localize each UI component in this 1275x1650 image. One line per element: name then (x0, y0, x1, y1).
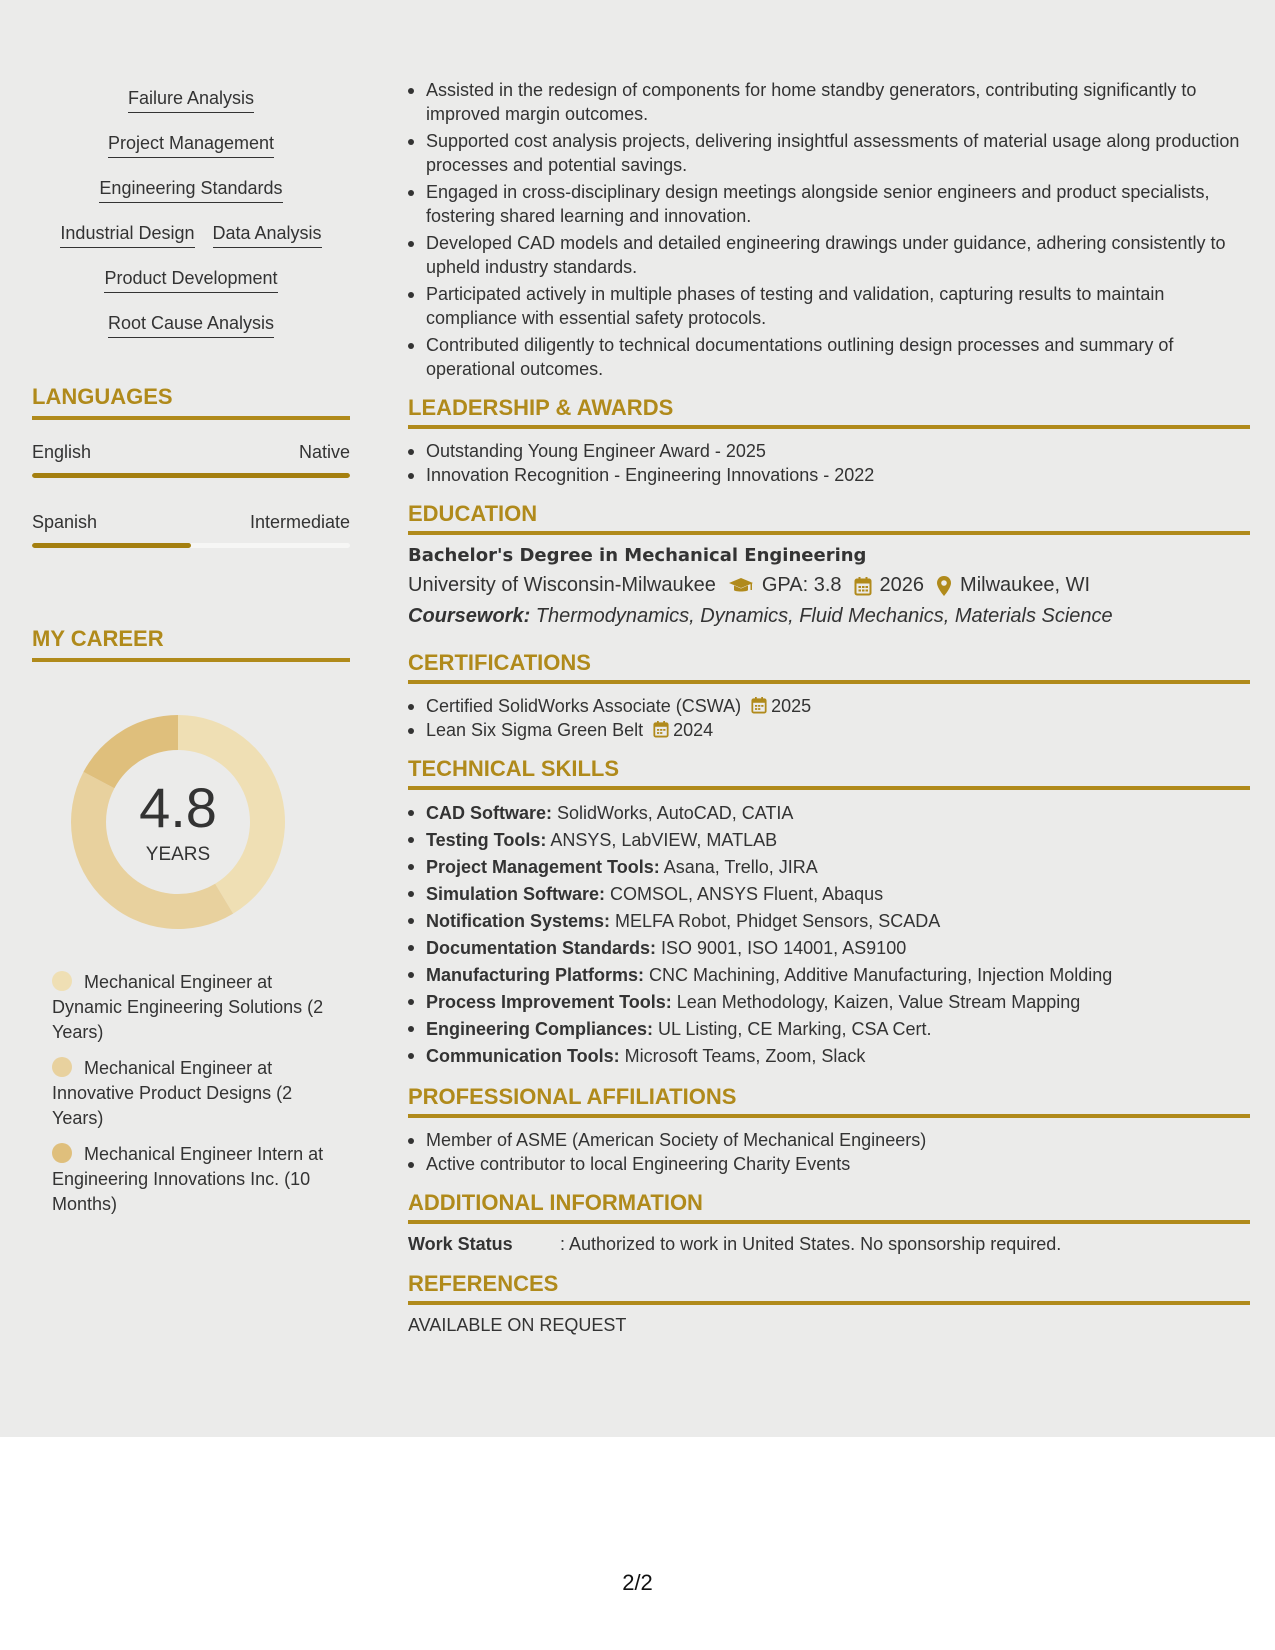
certification-year: 2024 (673, 720, 714, 740)
degree-title: Bachelor's Degree in Mechanical Engineering (408, 545, 867, 566)
references-heading: REFERENCES (408, 1271, 1250, 1305)
certification-item (408, 718, 1250, 742)
tech-skill-label: Engineering Compliances: (426, 1019, 654, 1039)
language-name: Spanish (32, 512, 98, 532)
language-bar-fill (32, 473, 350, 478)
tech-skill-label: Communication Tools: (426, 1046, 620, 1066)
tech-skill-value: ISO 9001, ISO 14001, AS9100 (656, 938, 907, 958)
language-level: Intermediate (249, 512, 350, 532)
skill-row (32, 131, 350, 176)
coursework (408, 605, 1250, 628)
tech-skill-label: Notification Systems: (426, 911, 611, 931)
experience-bullets (408, 78, 1250, 381)
leadership-list (408, 439, 1250, 487)
location-pin-icon (936, 575, 952, 597)
work-status-value: : Authorized to work in United States. No sponsorship required. (560, 1234, 1062, 1254)
tech-skill-value: Asana, Trello, JIRA (659, 857, 818, 877)
tech-skill-item (408, 881, 1250, 908)
education-heading: EDUCATION (408, 501, 1250, 535)
skill-tag: Failure Analysis (128, 86, 254, 113)
tech-skill-value: SolidWorks, AutoCAD, CATIA (552, 803, 794, 823)
gpa: GPA: 3.8 (761, 574, 842, 596)
tech-skill-value: Microsoft Teams, Zoom, Slack (619, 1046, 866, 1066)
career-total-years: 4.8 (139, 776, 217, 839)
calendar-icon (854, 576, 872, 596)
work-status-row (408, 1234, 1250, 1255)
languages-heading: LANGUAGES (32, 384, 350, 420)
school-name: University of Wisconsin-Milwaukee (408, 574, 716, 596)
skill-tag: Project Management (108, 131, 274, 158)
language-bar (32, 543, 350, 548)
language-bar (32, 473, 350, 478)
certification-name: Certified SolidWorks Associate (CSWA) (426, 696, 742, 716)
certification-item (408, 694, 1250, 718)
tech-skill-item (408, 962, 1250, 989)
career-donut-chart (66, 710, 290, 934)
career-legend-item (52, 970, 332, 1045)
legend-dot (52, 971, 72, 991)
additional-info-heading: ADDITIONAL INFORMATION (408, 1190, 1250, 1224)
technical-skills-heading: TECHNICAL SKILLS (408, 756, 1250, 790)
tech-skill-label: Testing Tools: (426, 830, 547, 850)
skill-tag: Industrial Design (60, 221, 194, 248)
right-column (408, 78, 1250, 1336)
tech-skill-item (408, 908, 1250, 935)
career-role: Mechanical Engineer at Innovative Product Designs (2 Years) (52, 1058, 293, 1128)
certifications-list (408, 694, 1250, 742)
experience-bullet: Engaged in cross-disciplinary design meetings alongside senior engineers and product specialists, fostering shared learning and innovation. (408, 180, 1250, 228)
affiliation-item: Active contributor to local Engineering Charity Events (408, 1152, 1250, 1176)
tech-skill-label: CAD Software: (426, 803, 553, 823)
graduation-year: 2026 (879, 574, 925, 596)
graduation-cap-icon (728, 576, 754, 596)
coursework-label: Coursework: (408, 605, 531, 627)
calendar-icon (751, 696, 767, 714)
affiliation-item: Member of ASME (American Society of Mechanical Engineers) (408, 1128, 1250, 1152)
skill-row (32, 266, 350, 311)
legend-dot (52, 1057, 72, 1077)
experience-bullet: Supported cost analysis projects, delivering insightful assessments of material usage along production processes and potential savings. (408, 129, 1250, 177)
skill-tag: Data Analysis (213, 221, 322, 248)
experience-bullet: Developed CAD models and detailed engineering drawings under guidance, adhering consistently to upheld industry standards. (408, 231, 1250, 279)
tech-skill-label: Process Improvement Tools: (426, 992, 672, 1012)
skill-row (32, 86, 350, 131)
technical-skills-list (408, 800, 1250, 1070)
tech-skill-item (408, 854, 1250, 881)
tech-skill-label: Project Management Tools: (426, 857, 660, 877)
tech-skill-label: Documentation Standards: (426, 938, 657, 958)
tech-skill-label: Manufacturing Platforms: (426, 965, 645, 985)
language-english (32, 442, 350, 478)
tech-skill-item (408, 935, 1250, 962)
experience-bullet: Contributed diligently to technical documentations outlining design processes and summary of operational outcomes. (408, 333, 1250, 381)
career-heading: MY CAREER (32, 626, 350, 662)
tech-skill-value: COMSOL, ANSYS Fluent, Abaqus (605, 884, 884, 904)
affiliations-heading: PROFESSIONAL AFFILIATIONS (408, 1084, 1250, 1118)
skill-row (32, 311, 350, 356)
certifications-heading: CERTIFICATIONS (408, 650, 1250, 684)
work-status-label: Work Status (408, 1234, 513, 1254)
language-level: Native (298, 442, 350, 462)
references-text: AVAILABLE ON REQUEST (408, 1315, 627, 1335)
tech-skill-value: MELFA Robot, Phidget Sensors, SCADA (610, 911, 941, 931)
tech-skill-item (408, 800, 1250, 827)
career-legend-item (52, 1142, 332, 1217)
coursework-list: Thermodynamics, Dynamics, Fluid Mechanics, Materials Science (530, 605, 1113, 627)
career-legend-item (52, 1056, 332, 1131)
legend-dot (52, 1143, 72, 1163)
tech-skill-value: CNC Machining, Additive Manufacturing, Injection Molding (644, 965, 1113, 985)
career-total-unit: YEARS (145, 844, 211, 865)
school-location: Milwaukee, WI (960, 574, 1091, 596)
career-role: Mechanical Engineer Intern at Engineering Innovations Inc. (10 Months) (52, 1144, 324, 1214)
affiliations-list (408, 1128, 1250, 1176)
tech-skill-item (408, 989, 1250, 1016)
tech-skill-value: UL Listing, CE Marking, CSA Cert. (653, 1019, 932, 1039)
language-name: English (32, 442, 92, 462)
skill-tag: Product Development (104, 266, 277, 293)
award-item: Innovation Recognition - Engineering Innovations - 2022 (408, 463, 1250, 487)
tech-skill-value: Lean Methodology, Kaizen, Value Stream Mapping (671, 992, 1081, 1012)
skills-list (32, 86, 350, 356)
calendar-icon (653, 720, 669, 738)
tech-skill-label: Simulation Software: (426, 884, 606, 904)
award-item: Outstanding Young Engineer Award - 2025 (408, 439, 1250, 463)
tech-skill-value: ANSYS, LabVIEW, MATLAB (546, 830, 778, 850)
skill-row (32, 176, 350, 221)
education-details (408, 574, 1250, 597)
language-bar-fill (32, 543, 191, 548)
career-role: Mechanical Engineer at Dynamic Engineering Solutions (2 Years) (52, 972, 324, 1042)
page-number: 2/2 (622, 1570, 653, 1595)
language-spanish (32, 512, 350, 548)
certification-name: Lean Six Sigma Green Belt (426, 720, 644, 740)
tech-skill-item (408, 1043, 1250, 1070)
experience-bullet: Assisted in the redesign of components for home standby generators, contributing significantly to improved margin outcomes. (408, 78, 1250, 126)
tech-skill-item (408, 1016, 1250, 1043)
certification-year: 2025 (771, 696, 812, 716)
skill-tag: Root Cause Analysis (108, 311, 274, 338)
skill-row (32, 221, 350, 266)
skill-tag: Engineering Standards (99, 176, 282, 203)
leadership-heading: LEADERSHIP & AWARDS (408, 395, 1250, 429)
tech-skill-item (408, 827, 1250, 854)
experience-bullet: Participated actively in multiple phases of testing and validation, capturing results to maintain compliance with essential safety protocols. (408, 282, 1250, 330)
career-legend (52, 970, 332, 1228)
